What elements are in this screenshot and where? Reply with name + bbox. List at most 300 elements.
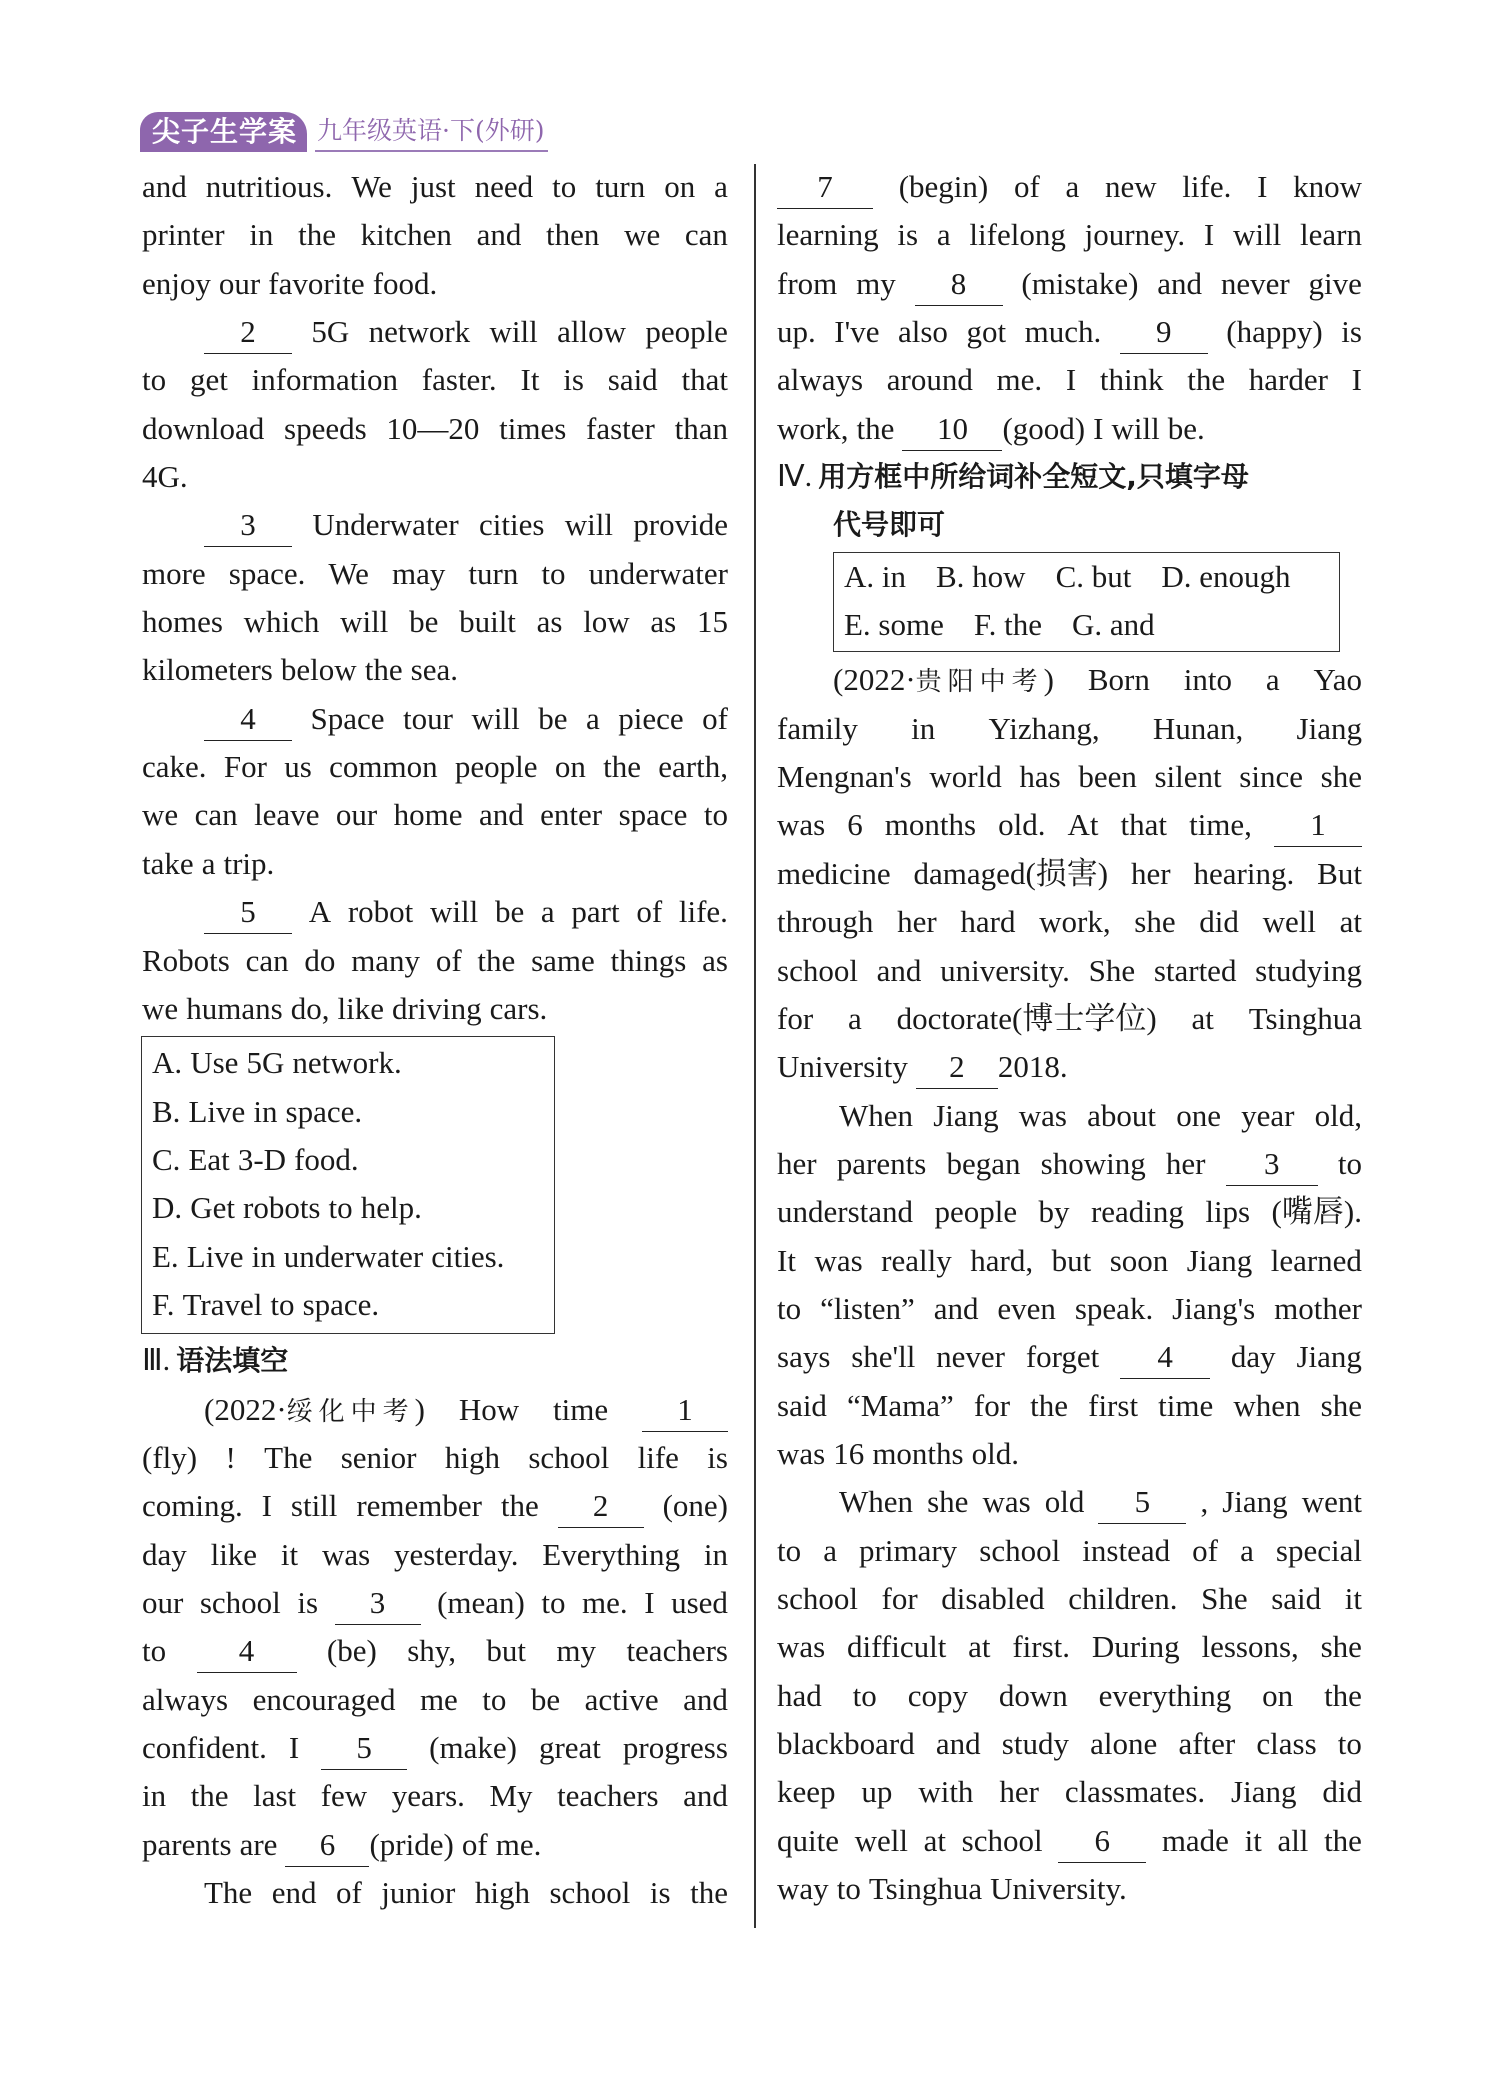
word: She [1088,952,1136,988]
text-line [142,1676,728,1724]
word: to [328,1190,353,1226]
text-line [142,1579,728,1627]
word: hard, [970,1242,1034,1278]
word: for [777,1000,814,1036]
section-heading [142,1337,728,1385]
word: time [553,1391,609,1427]
word: since [1239,759,1303,795]
word: even [997,1290,1056,1326]
word: me. [582,1584,628,1620]
word: Live [186,1238,244,1274]
text-line [777,1430,1362,1478]
word: she [1134,904,1176,940]
word: in [253,1093,278,1129]
word: parents [142,1826,232,1862]
word: During [1091,1629,1180,1665]
answer-blank[interactable] [197,1633,297,1673]
word: great [538,1730,601,1765]
word: favorite [268,265,365,301]
word: to [1337,1145,1362,1181]
answer-blank[interactable] [1058,1822,1146,1863]
word: much. [1024,314,1102,350]
blank-number: 4 [1157,1339,1173,1375]
word: 5G [311,314,350,350]
word: junior [381,1875,456,1911]
word: just [410,169,456,204]
section-heading-cont [777,501,1362,549]
word: reading [1090,1194,1184,1230]
word: was [1018,1097,1067,1133]
word: did [1199,904,1239,940]
word: as [536,604,563,640]
word: the [856,410,895,446]
word: are [239,1826,278,1862]
word: food. [372,265,438,301]
word: the [298,217,336,253]
word: I [1351,362,1362,398]
text-line [142,1482,728,1530]
word: always [142,1681,229,1717]
text-line [777,1140,1362,1188]
text-line [142,695,728,743]
word: trip. [223,845,275,881]
text-line [777,1237,1362,1285]
word-bank-item: F. the [973,607,1043,643]
word: Tsinghua [868,1871,983,1907]
word: her [1165,1145,1206,1181]
word: 5G [246,1045,285,1081]
word: to [836,1871,861,1907]
word: When [839,1484,914,1520]
text-line [777,1623,1362,1671]
word: of [1013,169,1040,204]
word: copy [907,1677,968,1713]
word: work, [1039,904,1111,940]
word: when [1233,1387,1301,1423]
word: the [500,1488,539,1524]
word-bank-box [833,552,1340,653]
section-title: 语法填空 [176,1344,289,1378]
word-bank-row [834,553,1339,601]
word: is [563,362,584,398]
text-line [142,211,728,259]
word: part [571,894,620,930]
word: first. [1012,1629,1071,1665]
word: a [714,169,728,204]
word: turn [595,169,646,204]
word: high [474,1875,530,1911]
word: 3-D [237,1141,287,1177]
word: for [973,1387,1011,1423]
word: I [644,1584,655,1620]
word: and [476,217,522,253]
text-line [777,1527,1362,1575]
page-header [140,108,548,152]
word: Hunan, [1152,710,1244,746]
word: around [886,362,973,398]
word: was [777,1629,826,1665]
text-line [142,550,728,598]
word-bank-item: G. and [1072,607,1155,643]
blank-number: 10 [936,410,968,446]
word: life. [1182,169,1232,204]
word: mother [1274,1290,1362,1326]
word: blackboard [777,1726,915,1761]
word: Underwater [312,507,459,543]
word: last [253,1778,297,1814]
word: to [852,1677,877,1713]
word: was [777,1435,826,1471]
word: may [391,555,446,591]
blank-number: 6 [319,1826,336,1862]
word: take [142,845,194,881]
text-line [142,1627,728,1675]
answer-blank[interactable] [916,1049,998,1089]
answer-blank[interactable] [1226,1145,1318,1186]
word: of [1192,1532,1218,1568]
word: underwater [588,555,728,591]
word: Yizhang, [988,710,1100,746]
word: she [1320,759,1362,795]
word: is [897,217,919,253]
word: Robots [142,942,230,978]
text-line [777,1092,1362,1140]
word: in [251,1238,276,1274]
word: driving [392,990,482,1026]
word: A. [152,1045,183,1081]
text-line [777,801,1362,849]
word: than [674,410,728,446]
blank-number: 4 [240,700,256,736]
word: parents [836,1145,927,1181]
word: on [664,169,696,204]
word: a [201,845,216,881]
text-line [142,791,728,839]
answer-blank[interactable] [204,894,292,934]
word: I [1065,362,1077,398]
word: did [1322,1774,1362,1810]
text-line [777,656,1362,704]
word: 10—20 [386,410,480,446]
blank-number: 7 [817,169,833,204]
answer-blank[interactable] [204,507,292,547]
word: Get [190,1190,235,1226]
word: We [351,169,392,204]
word: is [707,1439,728,1475]
text-line [142,888,728,936]
blank-number: 2 [240,314,256,350]
answer-blank[interactable] [285,1826,369,1867]
answer-blank[interactable] [1120,314,1208,354]
text-line [142,1869,728,1917]
word: speeds [284,410,367,446]
word: from [777,265,838,301]
section-title: 用方框中所给词补全短文,只填字母 [818,460,1249,494]
word: E. [152,1238,179,1274]
word: study [1001,1726,1069,1761]
answer-blank[interactable] [321,1730,407,1770]
word: me [419,1681,458,1717]
word: but [1051,1242,1092,1278]
word: alone [1090,1726,1158,1761]
text-line [142,598,728,646]
word: her [999,1774,1039,1810]
word: (be) [326,1633,377,1669]
text-line [777,260,1362,308]
word: lifelong [969,217,1066,253]
word: is [297,1584,319,1620]
option-item [142,1233,554,1281]
word: She [1201,1580,1248,1616]
word: a [585,700,600,736]
word: at [1191,1000,1214,1036]
word: a [936,217,951,253]
word: of [335,1875,362,1911]
source-place: 贵阳中考 [915,667,1044,698]
word: has [1019,759,1061,795]
word: Jiang [1231,1774,1297,1810]
word: Everything [542,1536,681,1572]
text-line [777,1672,1362,1720]
word: (make) [429,1730,517,1765]
word: our [142,1584,184,1620]
word: had [777,1677,822,1713]
word: “listen” [820,1290,915,1326]
text-line [777,947,1362,995]
word: that [1120,807,1168,843]
word: F. [152,1286,175,1322]
word: me. [495,1826,542,1862]
blank-number: 6 [1094,1822,1110,1858]
word: and [683,1778,728,1814]
word: B. [152,1093,181,1129]
word: years. [391,1778,465,1814]
answer-blank[interactable] [335,1584,421,1625]
word: she'll [851,1339,916,1375]
word: kilometers [142,652,273,688]
word: a [823,1532,837,1568]
word: speak. [1074,1290,1154,1326]
word: was [982,1484,1031,1520]
word: high [444,1439,500,1475]
word: allow [557,314,626,350]
word: and [876,952,922,988]
text-line [777,356,1362,404]
word: learning [777,217,879,253]
word: we [142,990,179,1026]
section-heading [777,453,1362,501]
word: all [1277,1822,1309,1858]
text-line [142,840,728,888]
word: will [471,700,520,736]
word: can [245,942,289,978]
answer-blank[interactable] [902,410,1002,451]
answer-blank[interactable] [204,314,292,354]
word: we [142,797,179,833]
blank-number: 5 [356,1730,372,1765]
word: do [304,942,336,978]
blank-number: 1 [1310,807,1326,843]
answer-blank[interactable] [1120,1339,1210,1379]
word: old. [998,807,1046,843]
word: space [618,797,688,833]
word: always [777,362,864,398]
blank-number: 2 [592,1488,609,1524]
word: think [1099,362,1164,398]
text-line [142,1386,728,1434]
word: space. [228,555,306,591]
text-line [777,1382,1362,1430]
text-line [142,405,728,453]
blank-number: 5 [1134,1484,1151,1520]
word: time [1158,1387,1214,1423]
word: leave [254,797,320,833]
word: soon [1109,1242,1169,1278]
blank-number: 3 [369,1584,386,1620]
word: At [1067,807,1099,843]
word: Jiang [933,1097,999,1133]
word: her [1131,855,1171,891]
word: school [528,1439,610,1475]
word: began [946,1145,1021,1181]
word: old [1044,1484,1085,1520]
word: after [1178,1726,1236,1761]
word: a [540,894,555,930]
word: turn [468,555,519,591]
word: with [918,1774,974,1810]
word: it [1344,1580,1362,1616]
word: teachers [626,1633,728,1669]
word: also [897,314,948,350]
word: Jiang [1186,1242,1253,1278]
word: studying [1255,952,1362,988]
text-line [777,898,1362,946]
word: below [280,652,357,688]
blank-number: 5 [240,894,256,930]
word: months [884,807,977,843]
word: nutritious. [205,169,333,204]
word-bank-item: E. some [844,607,944,643]
word: (good) [1002,410,1086,446]
word: get [189,362,228,398]
word-bank-item: D. enough [1161,558,1291,594]
answer-blank[interactable] [1274,807,1362,847]
word: she [1320,1387,1362,1423]
word: I [261,1488,272,1524]
word: school [979,1532,1061,1568]
answer-blank[interactable] [1098,1484,1186,1524]
word: space. [302,1286,380,1322]
word: at [968,1629,991,1665]
word: shy, [407,1633,457,1669]
word: to [270,1286,295,1322]
word: old, [1314,1097,1362,1133]
right-column [777,163,1362,1913]
word: senior [340,1439,417,1475]
answer-blank[interactable] [777,169,873,209]
word: to [777,1290,802,1326]
option-item [142,1281,554,1329]
word: to [142,362,167,398]
text-line [142,646,728,694]
word: silent [1154,759,1222,795]
word: says [777,1339,831,1375]
answer-blank[interactable] [558,1488,644,1528]
word: Born [1087,662,1150,698]
word: people [454,749,538,785]
word: remember [356,1488,482,1524]
word: like [210,1536,258,1572]
word: But [1317,855,1362,891]
brand-badge: 尖子生学案 [140,112,307,152]
word: way [777,1871,829,1907]
word: enjoy [142,265,211,301]
word: provide [633,507,728,543]
word: her [897,904,937,940]
text-line [142,1772,728,1820]
answer-blank[interactable] [915,265,1003,306]
word: disabled [941,1580,1045,1616]
word: to [703,797,728,833]
answer-blank[interactable] [642,1391,728,1432]
word: went [1301,1484,1362,1520]
word: year [1241,1097,1295,1133]
word: said [777,1387,827,1423]
word: understand [777,1194,914,1230]
answer-blank[interactable] [204,700,292,741]
word: of [461,1826,488,1862]
word: Eat [188,1141,230,1177]
text-line [142,1821,728,1869]
text-line [777,1865,1362,1913]
word: (fly) [142,1439,198,1475]
word: times [499,410,567,446]
text-line [142,163,728,211]
word: It [520,362,540,398]
word: (mistake) [1021,265,1139,301]
word: tour [403,700,453,736]
word: as [650,604,677,640]
word: never [936,1339,1005,1375]
word: information [251,362,398,398]
word: which [243,604,320,640]
text-line [777,850,1362,898]
word: used [671,1584,728,1620]
word: , [1200,1484,1209,1520]
word: never [1220,265,1290,301]
word: be [409,604,439,640]
word: the [1030,1387,1069,1423]
word: be [538,700,568,736]
blank-number: 3 [1263,1145,1280,1181]
word: the [1324,1822,1362,1858]
word: (pride) [369,1826,454,1862]
word: I [288,1730,300,1765]
word: university. [940,952,1070,988]
word: people [645,314,728,350]
word: things [610,942,687,978]
word: that [681,362,728,398]
text-line [142,453,728,501]
word: University. [990,1871,1127,1907]
section-title: 代号即可 [833,508,946,542]
word: Space [310,700,385,736]
word: help. [360,1190,422,1226]
word: few [320,1778,368,1814]
word: to [1337,1726,1362,1761]
word: robots [243,1190,321,1226]
word: humans [186,990,283,1026]
